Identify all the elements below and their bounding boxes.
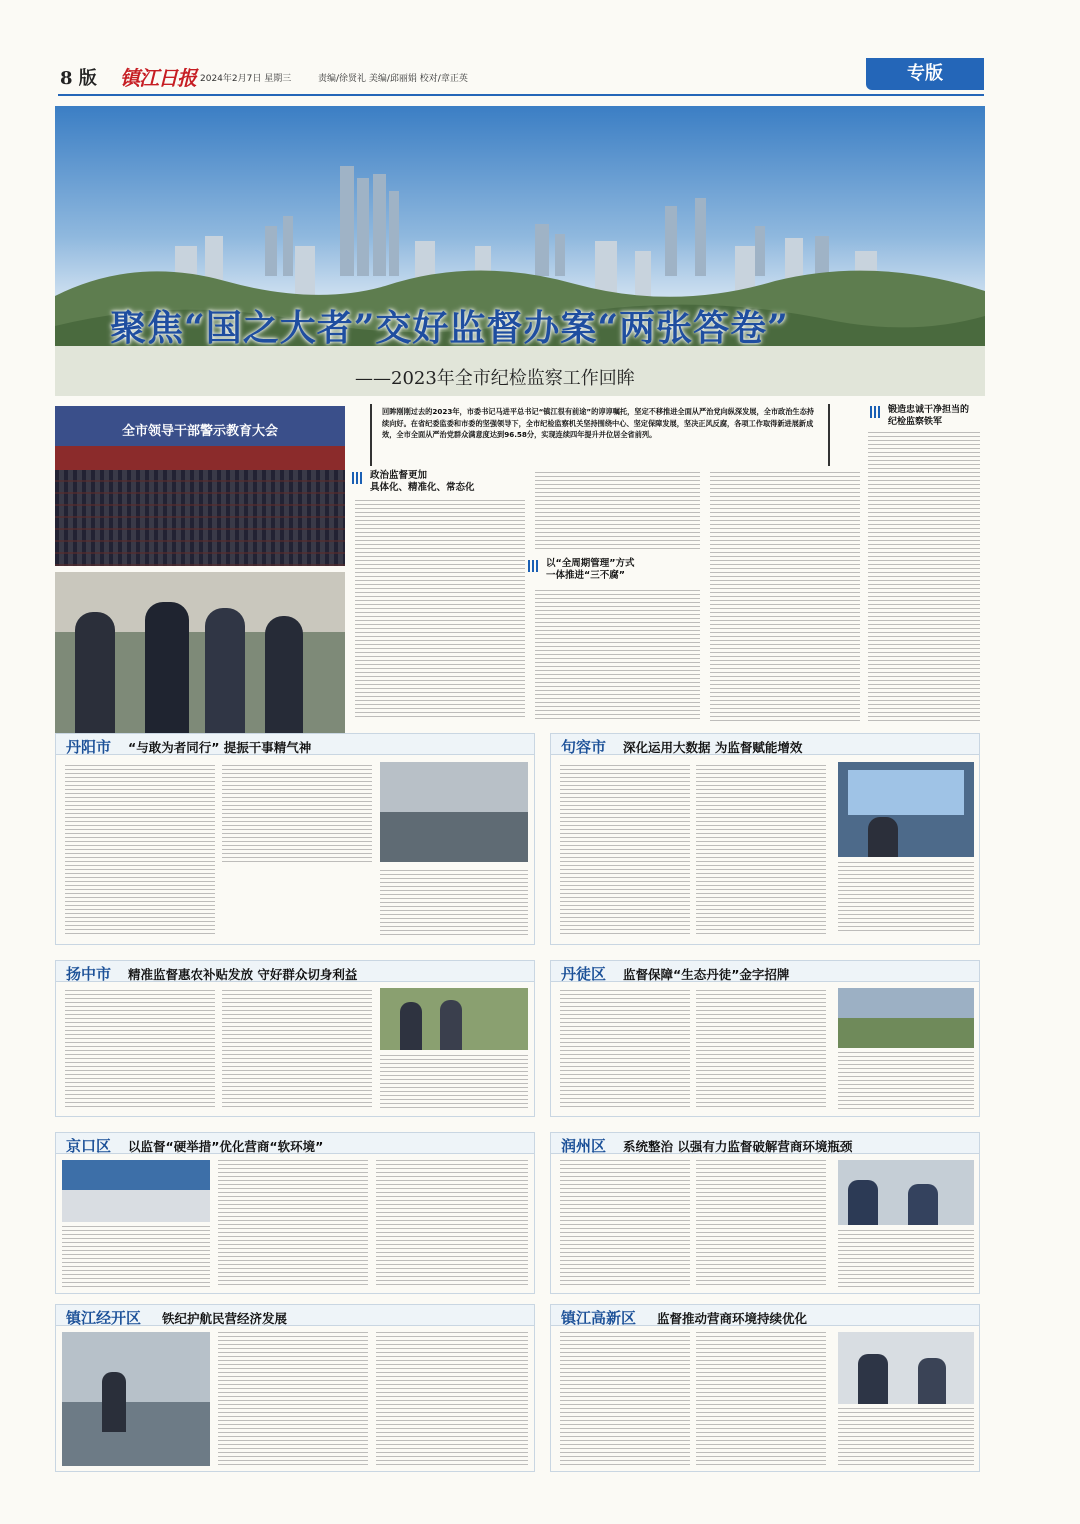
jingkai-text-1 [218, 1332, 368, 1466]
issue-date: 2024年2月7日 星期三 [200, 74, 292, 84]
dantu-text-2 [696, 990, 826, 1110]
runzhou-text-3 [838, 1230, 974, 1288]
body-column-4 [868, 432, 980, 722]
masthead-logo: 镇江日报 [120, 66, 196, 90]
district-title: 铁纪护航民营经济发展 [162, 1311, 288, 1326]
district-title: 监督保障“生态丹徒”金字招牌 [623, 967, 790, 982]
editor-credits: 责编/徐贤礼 美编/邱丽娟 校对/章正英 [318, 74, 468, 84]
district-name: 句容市 [561, 738, 607, 756]
jingkai-text-2 [376, 1332, 528, 1466]
subsection-marker-icon [870, 406, 882, 418]
jingkai-photo [62, 1332, 210, 1466]
district-name: 京口区 [66, 1137, 112, 1155]
section-header-dantu [550, 960, 980, 982]
page-header [60, 62, 980, 92]
meeting-banner-text: 全市领导干部警示教育大会 [121, 424, 278, 439]
main-headline: 聚焦“国之大者”交好监督办案“两张答卷” [110, 307, 789, 349]
yangzhong-photo [380, 988, 528, 1050]
jurong-photo [838, 762, 974, 857]
dantu-photo [838, 988, 974, 1048]
section-header-runzhou [550, 1132, 980, 1154]
body-column-1 [355, 500, 525, 720]
gaoxin-text-3 [838, 1408, 974, 1466]
jingkou-photo [62, 1160, 210, 1222]
section-header-jingkou [55, 1132, 535, 1154]
section-label: 专版 [907, 63, 943, 84]
subsection-title-team: 锻造忠诚干净担当的 纪检监察铁军 [888, 405, 970, 427]
yangzhong-text-2 [222, 990, 372, 1110]
header-rule [58, 94, 984, 96]
yangzhong-text-3 [380, 1055, 528, 1110]
runzhou-photo [838, 1160, 974, 1225]
gaoxin-text-1 [560, 1332, 690, 1466]
jurong-text-2 [696, 765, 826, 935]
gaoxin-photo [838, 1332, 974, 1404]
city-skyline-image [55, 106, 985, 396]
jingkou-text-2 [218, 1160, 368, 1288]
district-title: 系统整治 以强有力监督破解营商环境瓶颈 [623, 1139, 853, 1154]
danyang-text-3 [380, 870, 528, 935]
meeting-photo [55, 406, 345, 566]
section-header-jurong [550, 733, 980, 755]
runzhou-text-1 [560, 1160, 690, 1288]
jingkou-text-1 [62, 1226, 210, 1288]
district-title: 精准监督惠农补贴发放 守好群众切身利益 [128, 967, 358, 982]
district-title: 深化运用大数据 为监督赋能增效 [623, 740, 803, 755]
subsection-title-governance: 以“全周期管理”方式 一体推进“三不腐” [546, 558, 635, 581]
district-title: “与敢为者同行” 提振干事精气神 [128, 740, 312, 755]
subsection-marker-icon [352, 472, 364, 484]
section-header-jingkai [55, 1304, 535, 1326]
jurong-text-1 [560, 765, 690, 935]
jurong-text-3 [838, 862, 974, 934]
danyang-text-2 [222, 765, 372, 865]
body-column-3 [710, 472, 860, 722]
district-title: 监督推动营商环境持续优化 [657, 1311, 808, 1326]
section-header-danyang [55, 733, 535, 755]
district-name: 扬中市 [66, 965, 112, 983]
gaoxin-text-2 [696, 1332, 826, 1466]
body-column-2a [535, 472, 700, 552]
sub-headline: ——2023年全市纪检监察工作回眸 [355, 368, 635, 389]
district-title: 以监督“硬举措”优化营商“软环境” [128, 1139, 324, 1154]
section-header-gaoxin [550, 1304, 980, 1326]
section-header-yangzhong [55, 960, 535, 982]
yangzhong-text-1 [65, 990, 215, 1110]
subsection-title-political: 政治监督更加 具体化、精准化、常态化 [370, 470, 475, 493]
dantu-text-1 [560, 990, 690, 1110]
runzhou-text-2 [696, 1160, 826, 1288]
district-name: 润州区 [561, 1137, 607, 1155]
subsection-marker-icon [528, 560, 540, 572]
danyang-photo [380, 762, 528, 862]
inspection-photo [55, 572, 345, 737]
body-column-2b [535, 590, 700, 720]
section-tab [866, 58, 984, 90]
district-name: 丹徒区 [561, 965, 607, 983]
intro-box [370, 404, 830, 466]
intro-text: 回眸刚刚过去的2023年，市委书记马进平总书记“镇江很有前途”的谆谆嘱托，坚定不移推进全面从严治党向纵深发展，全市政治生态持续向好。在省纪委监委和市委的坚强领导下，全市纪检监察机关坚持围绕中心、坚定保障发展，坚决正风反腐，各项工作取得新进展新成效，全市全面从严治党群众满意度达到96.58分，实现连续四年提升并位居全省前列。 [382, 407, 814, 439]
district-name: 丹阳市 [66, 738, 112, 756]
district-name: 镇江高新区 [561, 1309, 637, 1327]
danyang-text-1 [65, 765, 215, 935]
page-number: 8 版 [60, 68, 97, 89]
jingkou-text-3 [376, 1160, 528, 1288]
dantu-text-3 [838, 1052, 974, 1110]
district-name: 镇江经开区 [66, 1309, 142, 1327]
